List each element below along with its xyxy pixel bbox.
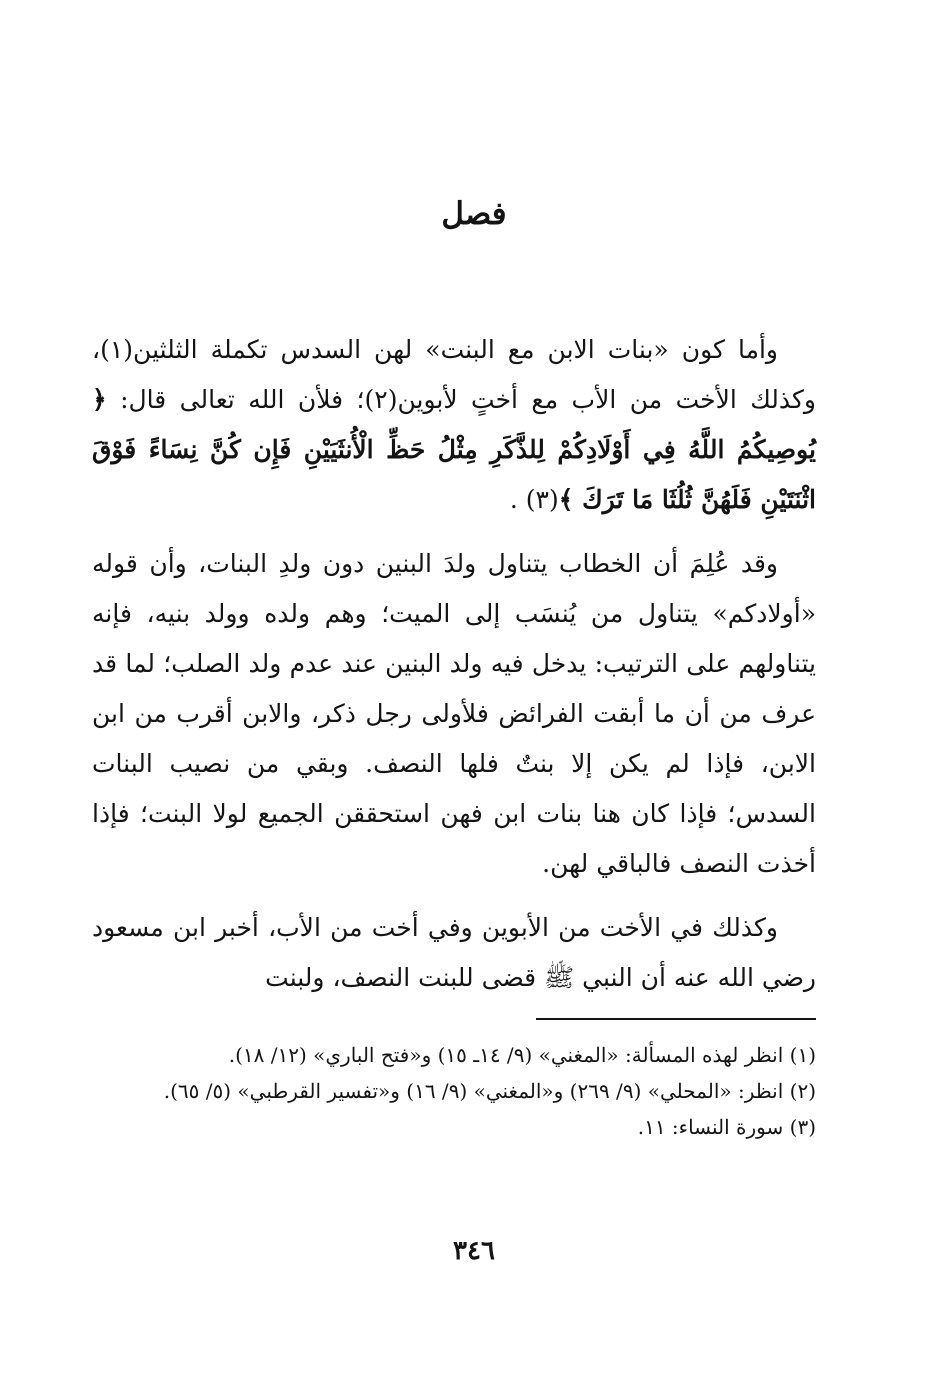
- paragraph-2: وقد عُلِمَ أن الخطاب يتناول ولدَ البنين دون ولدِ البنات، وأن قوله «أولادكم» يتناول من يُنسَب إلى الميت؛ وهم ولده وولد بنيه، فإنه يتناولهم على الترتيب: يدخل فيه ولد البنين عند عدم ولد الصلب؛ لما قد عرف من أن ما أبقت الفرائض فلأولى رجل ذكر، والابن أقرب من ابن الابن، فإذا لم يكن إلا بنتٌ فلها النصف. وبقي من نصيب البنات السدس؛ فإذا كان هنا بنات ابن فهن استحققن الجميع لولا البنت؛ فإذا أخذت النصف فالباقي لهن.: [92, 549, 816, 878]
- footnote-3: (٣) سورة النساء: ١١.: [637, 1115, 816, 1139]
- footnote-ref-2: (٢): [364, 385, 398, 414]
- paragraph-1-intro: ؛ فلأن الله تعالى قال:: [106, 385, 365, 414]
- quran-verse: ﴿ يُوصِيكُمُ اللَّهُ فِي أَوْلَادِكُمْ لِلذَّكَرِ مِثْلُ حَظِّ الْأُنثَيَيْنِ فَإِن كُنَّ نِسَاءً فَوْقَ اثْنَتَيْنِ فَلَهُنَّ ثُلُثَا مَا تَرَكَ ﴾: [92, 385, 816, 514]
- paragraph-1-opening: وأما كون «بنات الابن مع البنت» لهن السدس تكملة الثلثين: [133, 335, 778, 364]
- footnote-2: (٢) انظر: «المحلي» (٩/ ٢٦٩) و«المغني» (٩/ ١٦) و«تفسير القرطبي» (٥/ ٦٥).: [163, 1079, 816, 1103]
- footnote-1: (١) انظر لهذه المسألة: «المغني» (٩/ ١٤ـ ١٥) و«فتح الباري» (١٢/ ١٨).: [228, 1043, 816, 1067]
- paragraph-1-end: .: [509, 485, 526, 514]
- footnote-ref-3: (٣): [525, 485, 559, 514]
- main-text: [92, 325, 816, 1003]
- page-number: ٣٤٦: [453, 1236, 495, 1266]
- paragraph-1: [92, 325, 816, 525]
- paragraph-3: وكذلك في الأخت من الأبوين وفي أخت من الأب، أخبر ابن مسعود رضي الله عنه أن النبي ﷺ قضى للبنت النصف، ولبنت: [92, 913, 816, 992]
- footnote-separator: [536, 1018, 816, 1020]
- footnotes-list: [92, 1037, 816, 1145]
- paragraph-1-middle: ، وكذلك الأخت من الأب مع أختٍ لأبوين: [92, 335, 816, 414]
- footnote-ref-1: (١): [100, 335, 134, 364]
- section-heading: فصل: [441, 196, 507, 232]
